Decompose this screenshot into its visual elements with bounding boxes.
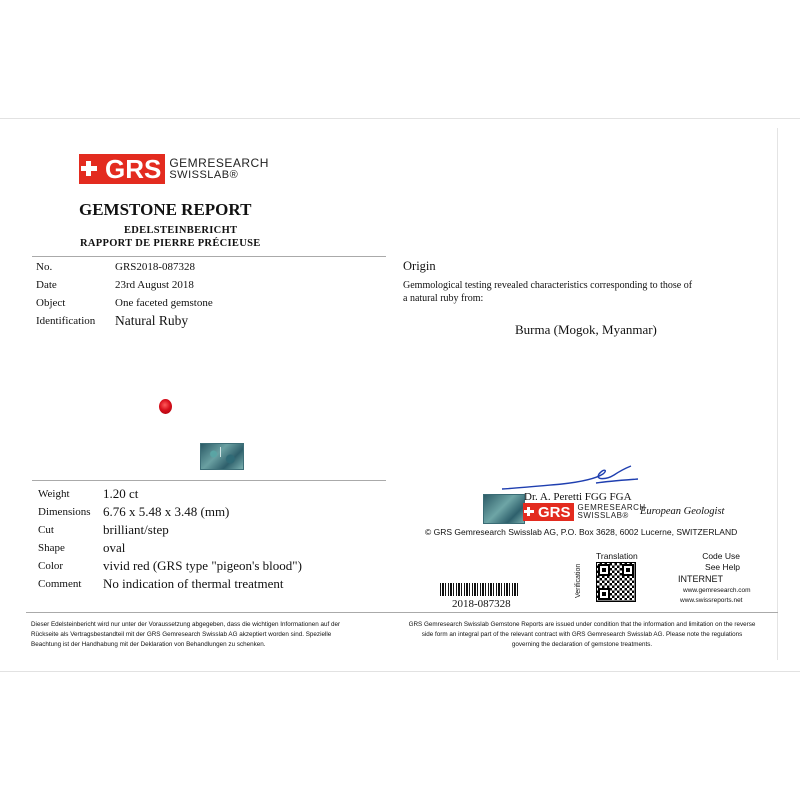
signature	[500, 462, 650, 492]
code-use-text: Code Use	[702, 551, 740, 561]
logo-line2: SWISSLAB®	[169, 169, 239, 181]
detail-label: Object	[36, 297, 66, 309]
property-value: oval	[103, 540, 126, 555]
divider	[32, 480, 386, 481]
barcode	[440, 583, 519, 596]
sheet-edge	[777, 128, 800, 660]
hologram-mark	[220, 447, 221, 457]
divider	[32, 256, 386, 257]
verification-label: Verification	[575, 563, 582, 598]
lab-address: © GRS Gemresearch Swisslab AG, P.O. Box 3628, 6002 Lucerne, SWITZERLAND	[425, 527, 738, 537]
property-value: 1.20 ct	[103, 486, 139, 501]
qr-code[interactable]	[596, 562, 636, 602]
logo-badge	[79, 154, 165, 184]
signatory-role: European Geologist	[640, 506, 725, 517]
website-link[interactable]: www.swissreports.net	[680, 597, 743, 604]
logo-line1: GEMRESEARCH	[169, 156, 269, 170]
logo-line1: GEMRESEARCH	[577, 503, 646, 512]
detail-label: No.	[36, 261, 53, 273]
signatory-name: Dr. A. Peretti FGG FGA	[524, 491, 632, 503]
translation-label: Translation	[596, 551, 638, 561]
logo-brand: GRS	[105, 153, 162, 184]
property-value: 6.76 x 5.48 x 3.48 (mm)	[103, 504, 230, 519]
grs-logo	[79, 154, 269, 184]
property-label: Shape	[38, 542, 65, 554]
origin-value: Burma (Mogok, Myanmar)	[515, 322, 657, 337]
website-link[interactable]: www.gemresearch.com	[683, 587, 751, 594]
origin-text: Gemmological testing revealed characteristics corresponding to those of a natural ruby from:	[403, 280, 693, 304]
security-hologram	[200, 443, 244, 470]
logo-brand: GRS	[538, 503, 571, 521]
property-label: Weight	[38, 488, 70, 500]
property-label: Dimensions	[38, 506, 91, 518]
property-value: No indication of thermal treatment	[103, 576, 284, 591]
swiss-cross-icon	[524, 506, 536, 518]
property-value: vivid red (GRS type "pigeon's blood")	[103, 558, 302, 573]
report-subtitle-fr: RAPPORT DE PIERRE PRÉCIEUSE	[80, 238, 261, 249]
barcode-number: 2018-087328	[452, 598, 511, 610]
detail-label: Identification	[36, 315, 96, 327]
detail-value: One faceted gemstone	[115, 297, 213, 309]
internet-label: INTERNET	[678, 574, 723, 584]
logo-line2: SWISSLAB®	[577, 511, 629, 520]
detail-label: Date	[36, 279, 57, 291]
grs-logo-small	[523, 503, 646, 521]
logo-wordmark	[169, 157, 269, 181]
identification-value: Natural Ruby	[115, 313, 189, 328]
property-label: Cut	[38, 524, 54, 536]
legal-notice-de: Dieser Edelsteinbericht wird nur unter der Voraussetzung abgegeben, dass die wichtigen Informationen auf der Rückseite als Vertragsbestandteil mit der GRS Gemresearch Swisslab AG akzeptiert worden sind. Spezielle Beachtung ist der Handhabung mit der Deklaration von Behandlungen zu schenken.	[31, 621, 341, 648]
property-value: brilliant/step	[103, 522, 169, 537]
detail-value: 23rd August 2018	[115, 279, 194, 291]
origin-title: Origin	[403, 259, 436, 273]
see-help-text: See Help	[705, 562, 740, 572]
divider	[26, 612, 778, 613]
ruby-photo	[159, 399, 172, 414]
property-label: Comment	[38, 578, 82, 590]
logo-wordmark	[578, 504, 646, 520]
legal-notice-en: GRS Gemresearch Swisslab Gemstone Reports are issued under condition that the information and limitation on the reverse side form an integral part of the relevant contract with GRS Gemresearch Swisslab AG. Please note the regulations governing the declaration of gemstone treatments.	[408, 621, 756, 648]
swiss-cross-icon	[81, 159, 101, 179]
detail-value: GRS2018-087328	[115, 261, 196, 273]
logo-badge	[523, 503, 574, 521]
report-title: GEMSTONE REPORT	[79, 200, 252, 219]
security-hologram	[483, 494, 525, 524]
help-block	[640, 551, 740, 573]
report-subtitle-de: EDELSTEINBERICHT	[124, 225, 238, 236]
property-label: Color	[38, 560, 64, 572]
